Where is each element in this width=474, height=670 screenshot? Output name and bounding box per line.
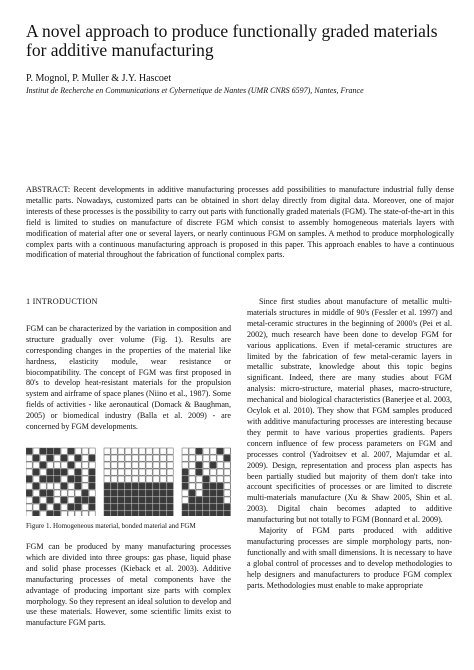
- grid-cell: [132, 504, 138, 510]
- grid-cell: [189, 511, 195, 516]
- grid-cell: [210, 476, 216, 482]
- grid-cell: [139, 448, 145, 454]
- intro-paragraph-1: FGM can be characterized by the variation in composition and structure gradually over volume (Fig. 1). Results are corresponding changes in the properties of the material like hardness, elasticity module, wear resistance or biocompatibility. The concept of FGM was first proposed in 80's to develop heat-resistant materials for the propulsion system and airframe of space planes (Niino et al., 1987). Some fields of activities - like aeronautical (Domack & Baughman, 2005) or biomedical industry (Balla et al. 2009) - are concerned by FGM developments.: [26, 323, 231, 432]
- grid-cell: [125, 511, 131, 516]
- grid-cell: [26, 448, 32, 454]
- grid-cell: [33, 483, 39, 489]
- grid-cell: [33, 497, 39, 503]
- grid-cell: [54, 455, 60, 461]
- grid-cell: [167, 511, 173, 516]
- grid-cell: [40, 476, 46, 482]
- grid-cell: [210, 455, 216, 461]
- grid-cell: [196, 448, 202, 454]
- grid-cell: [75, 511, 81, 516]
- grid-cell: [146, 504, 152, 510]
- grid-cell: [68, 462, 74, 468]
- grid-cell: [54, 504, 60, 510]
- grid-cell: [75, 476, 81, 482]
- grid-cell: [125, 504, 131, 510]
- grid-cell: [47, 476, 53, 482]
- grid-cell: [40, 511, 46, 516]
- grid-cell: [54, 483, 60, 489]
- grid-cell: [224, 469, 230, 475]
- grid-cell: [61, 483, 67, 489]
- grid-cell: [40, 469, 46, 475]
- grid-cell: [40, 504, 46, 510]
- grid-cell: [118, 483, 124, 489]
- grid-bonded: [104, 448, 173, 516]
- grid-cell: [33, 511, 39, 516]
- grid-cell: [210, 483, 216, 489]
- grid-cell: [203, 483, 209, 489]
- grid-cell: [33, 504, 39, 510]
- grid-cell: [146, 455, 152, 461]
- grid-graded: [182, 448, 231, 516]
- grid-cell: [68, 497, 74, 503]
- paper-title: A novel approach to produce functionally graded materials for additive manufacturing: [26, 21, 438, 60]
- grid-cell: [189, 483, 195, 489]
- grid-cell: [40, 448, 46, 454]
- grid-cell: [224, 490, 230, 496]
- grid-cell: [132, 483, 138, 489]
- grid-cell: [167, 448, 173, 454]
- affiliation: Institut de Recherche en Communications et Cybernetique de Nantes (UMR CNRS 6597), Nantes, France: [26, 86, 364, 95]
- grid-cell: [224, 476, 230, 482]
- grid-cell: [33, 469, 39, 475]
- grid-cell: [125, 483, 131, 489]
- grid-cell: [89, 504, 95, 510]
- grid-cell: [210, 469, 216, 475]
- grid-cell: [47, 497, 53, 503]
- grid-cell: [224, 483, 230, 489]
- grid-cell: [26, 476, 32, 482]
- grid-cell: [61, 497, 67, 503]
- grid-cell: [160, 448, 166, 454]
- left-column: [26, 297, 231, 629]
- grid-cell: [54, 497, 60, 503]
- grid-cell: [47, 483, 53, 489]
- grid-cell: [33, 462, 39, 468]
- grid-cell: [160, 455, 166, 461]
- grid-cell: [61, 469, 67, 475]
- grid-cell: [89, 462, 95, 468]
- grid-cell: [68, 483, 74, 489]
- grid-cell: [125, 448, 131, 454]
- grid-homogeneous: [26, 448, 95, 516]
- grid-cell: [111, 490, 117, 496]
- grid-cell: [118, 455, 124, 461]
- grid-cell: [160, 490, 166, 496]
- grid-cell: [203, 476, 209, 482]
- grid-cell: [182, 497, 188, 503]
- grid-cell: [189, 455, 195, 461]
- grid-cell: [111, 462, 117, 468]
- grid-cell: [26, 511, 32, 516]
- grid-cell: [203, 490, 209, 496]
- grid-cell: [104, 490, 110, 496]
- right-column: [247, 297, 452, 591]
- grid-cell: [196, 455, 202, 461]
- grid-cell: [89, 448, 95, 454]
- grid-cell: [75, 462, 81, 468]
- grid-cell: [217, 455, 223, 461]
- grid-cell: [33, 448, 39, 454]
- grid-cell: [68, 511, 74, 516]
- grid-cell: [54, 476, 60, 482]
- grid-cell: [118, 462, 124, 468]
- grid-cell: [89, 455, 95, 461]
- grid-cell: [196, 511, 202, 516]
- grid-cell: [26, 462, 32, 468]
- grid-cell: [54, 490, 60, 496]
- grid-cell: [153, 469, 159, 475]
- grid-cell: [47, 469, 53, 475]
- grid-cell: [118, 504, 124, 510]
- grid-cell: [139, 476, 145, 482]
- grid-cell: [224, 497, 230, 503]
- grid-cell: [68, 469, 74, 475]
- grid-cell: [26, 455, 32, 461]
- grid-cell: [153, 455, 159, 461]
- grid-cell: [104, 497, 110, 503]
- grid-cell: [146, 469, 152, 475]
- grid-cell: [125, 469, 131, 475]
- grid-cell: [40, 462, 46, 468]
- grid-cell: [118, 448, 124, 454]
- grid-cell: [47, 490, 53, 496]
- grid-cell: [40, 455, 46, 461]
- grid-cell: [82, 504, 88, 510]
- grid-cell: [146, 448, 152, 454]
- grid-cell: [111, 476, 117, 482]
- grid-cell: [139, 504, 145, 510]
- grid-cell: [54, 469, 60, 475]
- grid-cell: [125, 455, 131, 461]
- grid-cell: [139, 455, 145, 461]
- grid-cell: [75, 448, 81, 454]
- grid-cell: [189, 476, 195, 482]
- grid-cell: [182, 504, 188, 510]
- grid-cell: [217, 476, 223, 482]
- grid-cell: [61, 462, 67, 468]
- grid-cell: [153, 497, 159, 503]
- grid-cell: [182, 469, 188, 475]
- grid-cell: [217, 490, 223, 496]
- grid-cell: [203, 455, 209, 461]
- grid-cell: [146, 462, 152, 468]
- grid-cell: [160, 469, 166, 475]
- grid-cell: [153, 476, 159, 482]
- grid-cell: [54, 448, 60, 454]
- grid-cell: [217, 504, 223, 510]
- grid-cell: [167, 455, 173, 461]
- grid-cell: [139, 490, 145, 496]
- grid-cell: [111, 483, 117, 489]
- grid-cell: [118, 490, 124, 496]
- grid-cell: [217, 497, 223, 503]
- intro-paragraph-2: FGM can be produced by many manufacturing processes which are divided into three groups: gas phase, liquid phase and solid phase processes (Kieback et al. 2003). Additive manufacturing processes of metal components have the advantage of producing important size parts with complex morphology. So they represent an ideal solution to develop and use these materials. However, some scientific limits exist to manufacture FGM parts.: [26, 541, 231, 628]
- grid-cell: [104, 455, 110, 461]
- grid-cell: [104, 476, 110, 482]
- grid-cell: [203, 511, 209, 516]
- grid-cell: [189, 462, 195, 468]
- grid-cell: [82, 455, 88, 461]
- grid-cell: [26, 490, 32, 496]
- grid-cell: [189, 490, 195, 496]
- grid-cell: [139, 497, 145, 503]
- grid-cell: [104, 448, 110, 454]
- grid-cell: [54, 511, 60, 516]
- grid-cell: [153, 448, 159, 454]
- grid-cell: [68, 490, 74, 496]
- grid-cell: [61, 504, 67, 510]
- abstract: ABSTRACT: Recent developments in additive manufacturing processes add possibilities to manufacture industrial fully dense metallic parts. Nowadays, customized parts can be obtained in short delay directly from digital data. Moreover, one of major interests of these processes is the possibility to carry out parts with functionally graded materials (FGM). The state-of-the-art in this field is limited to studies on manufacture of discrete FGM which consist to assembly homogeneous materials layers with modification of material after one or several layers, or nearly continuous FGM on samples. A method to produce morphologically complex parts with a continuous manufacturing approach is proposed in this paper. This approach enables to have a continuous modification of material throughout the fabrication of functional complex parts.: [26, 185, 454, 260]
- grid-cell: [210, 448, 216, 454]
- grid-cell: [196, 469, 202, 475]
- grid-cell: [210, 462, 216, 468]
- grid-cell: [167, 476, 173, 482]
- grid-cell: [203, 497, 209, 503]
- grid-cell: [104, 504, 110, 510]
- grid-cell: [182, 455, 188, 461]
- grid-cell: [153, 511, 159, 516]
- grid-cell: [82, 476, 88, 482]
- grid-cell: [153, 483, 159, 489]
- grid-cell: [210, 504, 216, 510]
- grid-cell: [47, 511, 53, 516]
- figure-caption: Figure 1. Homogeneous material, bonded material and FGM: [26, 521, 196, 530]
- grid-cell: [89, 476, 95, 482]
- grid-cell: [125, 490, 131, 496]
- grid-cell: [146, 490, 152, 496]
- grid-cell: [75, 490, 81, 496]
- grid-cell: [210, 497, 216, 503]
- grid-cell: [189, 448, 195, 454]
- grid-cell: [182, 448, 188, 454]
- grid-cell: [160, 497, 166, 503]
- grid-cell: [132, 448, 138, 454]
- grid-cell: [160, 476, 166, 482]
- grid-cell: [224, 455, 230, 461]
- grid-cell: [146, 497, 152, 503]
- grid-cell: [160, 483, 166, 489]
- grid-cell: [167, 462, 173, 468]
- grid-cell: [167, 469, 173, 475]
- grid-cell: [132, 490, 138, 496]
- grid-cell: [224, 504, 230, 510]
- grid-cell: [182, 490, 188, 496]
- grid-cell: [118, 497, 124, 503]
- grid-cell: [61, 511, 67, 516]
- grid-cell: [196, 490, 202, 496]
- grid-cell: [167, 490, 173, 496]
- grid-cell: [54, 462, 60, 468]
- grid-cell: [167, 504, 173, 510]
- grid-cell: [26, 504, 32, 510]
- grid-cell: [68, 504, 74, 510]
- grid-cell: [139, 483, 145, 489]
- grid-cell: [182, 511, 188, 516]
- grid-cell: [75, 483, 81, 489]
- grid-cell: [146, 511, 152, 516]
- grid-cell: [132, 469, 138, 475]
- grid-cell: [210, 511, 216, 516]
- grid-cell: [47, 504, 53, 510]
- grid-cell: [89, 469, 95, 475]
- grid-cell: [26, 483, 32, 489]
- grid-cell: [61, 455, 67, 461]
- grid-cell: [104, 483, 110, 489]
- grid-cell: [153, 504, 159, 510]
- grid-cell: [139, 462, 145, 468]
- grid-cell: [189, 504, 195, 510]
- grid-cell: [26, 469, 32, 475]
- grid-cell: [75, 469, 81, 475]
- grid-cell: [61, 490, 67, 496]
- grid-cell: [182, 483, 188, 489]
- grid-cell: [47, 455, 53, 461]
- grid-cell: [89, 483, 95, 489]
- intro-paragraph-3: Since first studies about manufacture of metallic multi-materials structures in middle of 90's (Fessler et al. 1997) and metal-ceramic structures in the beginning of 2000's (Pei et al. 2002), much research have been done to develop FGM for various applications. Even if metal-ceramic structures are limited by the fabrication of few metal-ceramic layers in metallic substrate, knowledge about this topic begins significant. Indeed, there are many studies about FGM analysis: micro-structure, material phases, macro-structure, mechanical and biological characteristics (Banerjee et al. 2003, Ocylok et al. 2010). They show that FGM samples produced with additive manufacturing processes are interesting because they permit to have various properties gradients. Papers concern influence of few process parameters on FGM and processes control (Yadroitsev et al. 2007, Majumdar et al. 2009). Design, representation and process plan aspects has been partially studied but majority of them don't take into account specificities of processes or are limited to discrete multi-materials manufacture (Xu & Shaw 2005, Shin et al. 2003). Digital chain becomes adapted to additive manufacturing but not totally to FGM (Bonnard et al. 2009).: [247, 297, 452, 525]
- grid-cell: [89, 490, 95, 496]
- grid-cell: [160, 462, 166, 468]
- grid-cell: [33, 476, 39, 482]
- grid-cell: [33, 455, 39, 461]
- figure-1-grids: [26, 446, 231, 516]
- grid-cell: [196, 476, 202, 482]
- grid-cell: [146, 476, 152, 482]
- grid-cell: [82, 448, 88, 454]
- grid-cell: [167, 483, 173, 489]
- grid-cell: [82, 483, 88, 489]
- grid-cell: [189, 497, 195, 503]
- grid-cell: [203, 469, 209, 475]
- grid-cell: [203, 462, 209, 468]
- grid-cell: [153, 462, 159, 468]
- grid-cell: [82, 511, 88, 516]
- grid-cell: [104, 469, 110, 475]
- grid-cell: [89, 511, 95, 516]
- grid-cell: [196, 504, 202, 510]
- grid-cell: [68, 455, 74, 461]
- grid-cell: [132, 511, 138, 516]
- grid-cell: [89, 497, 95, 503]
- authors: P. Mognol, P. Muller & J.Y. Hascoet: [26, 73, 172, 84]
- grid-cell: [132, 455, 138, 461]
- grid-cell: [111, 511, 117, 516]
- grid-cell: [125, 497, 131, 503]
- grid-cell: [111, 448, 117, 454]
- grid-cell: [125, 476, 131, 482]
- grid-cell: [217, 469, 223, 475]
- grid-cell: [167, 497, 173, 503]
- grid-cell: [139, 511, 145, 516]
- grid-cell: [118, 511, 124, 516]
- grid-cell: [111, 469, 117, 475]
- section-heading: 1 INTRODUCTION: [26, 297, 98, 306]
- grid-cell: [82, 462, 88, 468]
- grid-cell: [203, 504, 209, 510]
- grid-cell: [146, 483, 152, 489]
- grid-cell: [132, 462, 138, 468]
- grid-cell: [196, 462, 202, 468]
- grid-cell: [217, 511, 223, 516]
- grid-cell: [153, 490, 159, 496]
- grid-cell: [196, 497, 202, 503]
- grid-cell: [118, 469, 124, 475]
- grid-cell: [40, 490, 46, 496]
- grid-cell: [224, 448, 230, 454]
- grid-cell: [203, 448, 209, 454]
- grid-cell: [139, 469, 145, 475]
- grid-cell: [75, 497, 81, 503]
- grid-cell: [61, 448, 67, 454]
- grid-cell: [118, 476, 124, 482]
- grid-cell: [189, 469, 195, 475]
- grid-cell: [182, 462, 188, 468]
- grid-cell: [217, 448, 223, 454]
- grid-cell: [47, 462, 53, 468]
- grid-cell: [217, 462, 223, 468]
- grid-cell: [196, 483, 202, 489]
- grid-cell: [125, 462, 131, 468]
- grid-cell: [82, 497, 88, 503]
- grid-cell: [132, 476, 138, 482]
- grid-cell: [111, 504, 117, 510]
- grid-cell: [132, 497, 138, 503]
- grid-cell: [111, 455, 117, 461]
- grid-cell: [33, 490, 39, 496]
- grid-cell: [160, 504, 166, 510]
- grid-cell: [210, 490, 216, 496]
- grid-cell: [68, 448, 74, 454]
- grid-cell: [47, 448, 53, 454]
- grid-cell: [75, 504, 81, 510]
- grid-cell: [82, 490, 88, 496]
- grid-cell: [82, 469, 88, 475]
- grid-cell: [224, 511, 230, 516]
- grid-cell: [111, 497, 117, 503]
- grid-cell: [224, 462, 230, 468]
- grid-cell: [26, 497, 32, 503]
- grid-cell: [217, 483, 223, 489]
- grid-cell: [75, 455, 81, 461]
- grid-cell: [182, 476, 188, 482]
- grid-cell: [61, 476, 67, 482]
- grid-cell: [160, 511, 166, 516]
- grid-cell: [40, 483, 46, 489]
- grid-cell: [104, 511, 110, 516]
- grid-cell: [40, 497, 46, 503]
- intro-paragraph-4: Majority of FGM parts produced with additive manufacturing processes are simple morphology parts, non-functionally and with small dimensions. It is necessary to have a global control of processes and to develop methodologies to help designers and manufacturers to produce FGM complex parts. Methodologies must enable to make appropriate: [247, 526, 452, 590]
- figure-1: [26, 446, 231, 516]
- grid-cell: [104, 462, 110, 468]
- grid-cell: [68, 476, 74, 482]
